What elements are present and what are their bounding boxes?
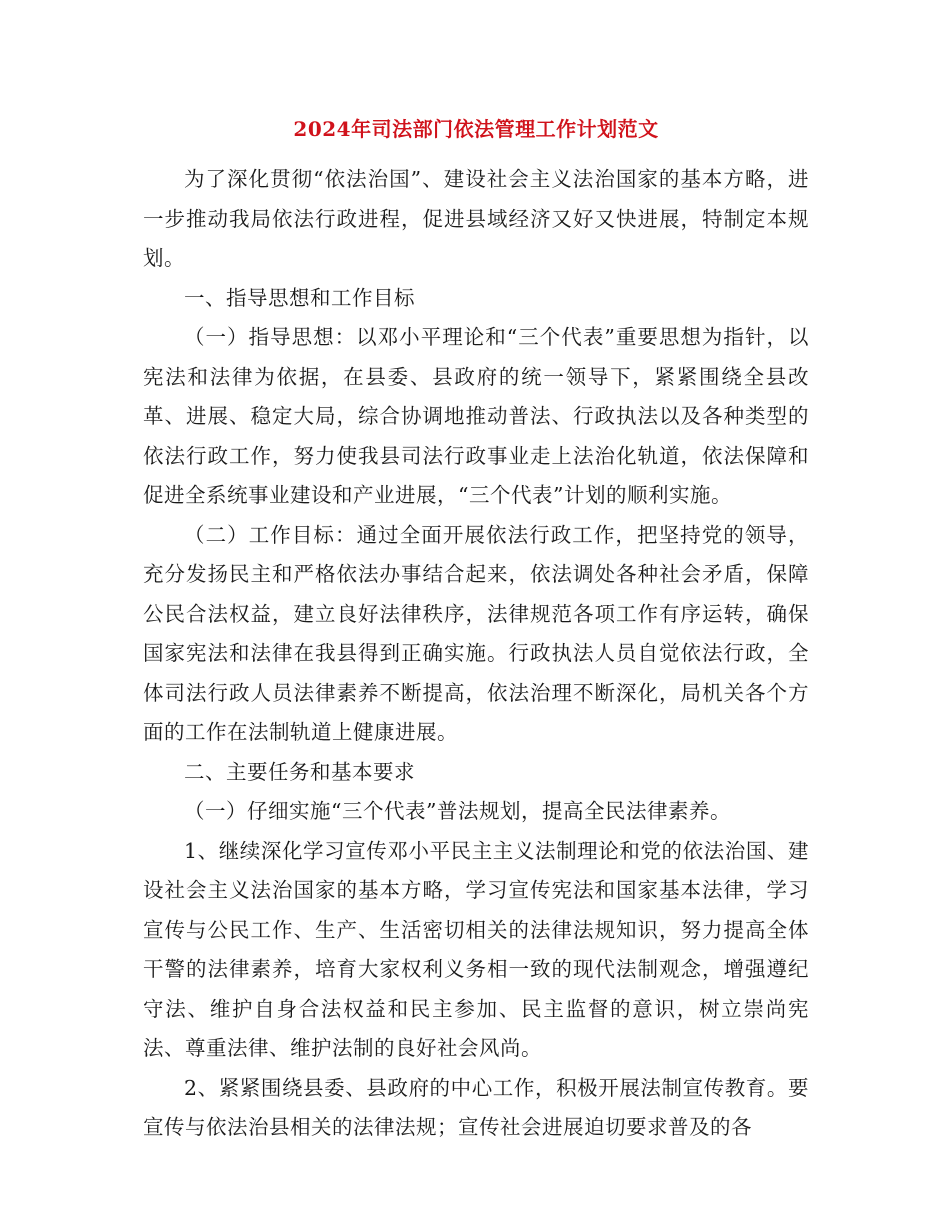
heading-section-2: 二、主要任务和基本要求 [184,759,415,784]
heading-section-1: 一、指导思想和工作目标 [184,285,415,310]
paragraph-item-2: 2、紧紧围绕县委、县政府的中心工作，积极开展法制宣传教育。要宣传与依法治县相关的法律法规；宣传社会进展迫切要求普及的各 [143,1075,809,1139]
subheading-task-1: （一）仔细实施“三个代表”普法规划，提高全民法律素养。 [184,799,731,823]
document-body [143,160,809,1148]
document-page [143,114,809,1148]
paragraph-item-1: 1、继续深化学习宣传邓小平民主主义法制理论和党的依法治国、建设社会主义法治国家的基本方略，学习宣传宪法和国家基本法律，学习宣传与公民工作、生产、生活密切相关的法律法规知识，努力提高全体干警的法律素养，培育大家权利义务相一致的现代法制观念，增强遵纪守法、维护自身合法权益和民主参加、民主监督的意识，树立崇尚宪法、尊重法律、维护法制的良好社会风尚。 [143,838,809,1060]
paragraph-intro: 为了深化贯彻“依法治国”、建设社会主义法治国家的基本方略，进一步推动我局依法行政进程，促进县域经济又好又快进展，特制定本规划。 [143,167,809,270]
document-title: 2024年司法部门依法管理工作计划范文 [293,117,659,141]
paragraph-work-goal: （二）工作目标：通过全面开展依法行政工作，把坚持党的领导，充分发扬民主和严格依法办事结合起来，依法调处各种社会矛盾，保障公民合法权益，建立良好法律秩序，法律规范各项工作有序运转，确保国家宪法和法律在我县得到正确实施。行政执法人员自觉依法行政，全体司法行政人员法律素养不断提高，依法治理不断深化，局机关各个方面的工作在法制轨道上健康进展。 [143,522,809,744]
paragraph-guiding-thought: （一）指导思想：以邓小平理论和“三个代表”重要思想为指针，以宪法和法律为依据，在县委、县政府的统一领导下，紧紧围绕全县改革、进展、稳定大局，综合协调地推动普法、行政执法以及各种类型的依法行政工作，努力使我县司法行政事业走上法治化轨道，依法保障和促进全系统事业建设和产业进展，“三个代表”计划的顺利实施。 [143,325,809,507]
